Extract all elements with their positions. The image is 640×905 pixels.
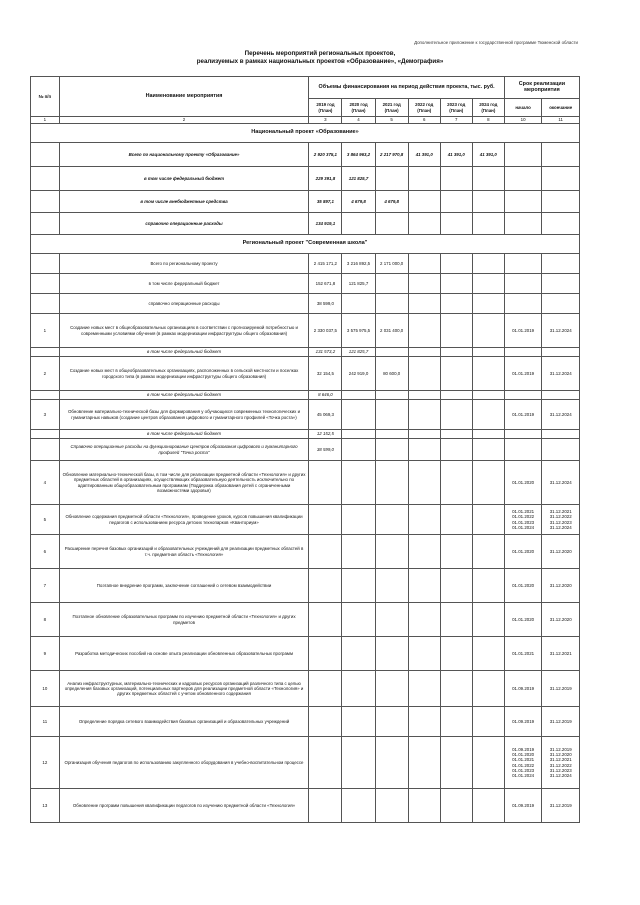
row-name: Определение порядка сетевого взаимодействия базовых организаций и образовательных учреждений (59, 707, 309, 737)
header-start: начало (504, 99, 542, 117)
row-value (440, 357, 472, 391)
row-value (375, 294, 408, 314)
row-number: 2 (31, 357, 60, 391)
row-value: 4 679,8 (375, 191, 408, 213)
row-value (375, 671, 408, 707)
row-value (408, 707, 440, 737)
row-value (375, 789, 408, 823)
row-value (309, 569, 342, 603)
row-value (309, 505, 342, 535)
header-num: № п/п (31, 77, 60, 117)
table-row (31, 637, 580, 671)
row-end (542, 348, 580, 357)
row-value: 2 415 171,2 (309, 254, 342, 274)
row-value (408, 400, 440, 430)
col-number: 6 (408, 117, 440, 124)
row-value (472, 254, 504, 274)
col-number: 8 (472, 117, 504, 124)
row-value: 242 919,0 (342, 357, 375, 391)
row-value (342, 439, 375, 461)
row-end: 31.12.2021 31.12.2022 31.12.2023 31.12.2024 (542, 505, 580, 535)
row-end: 31.12.2019 (542, 671, 580, 707)
row-name: Поэтапное обновление образовательных программ по изучению предметной области «Технология» и других предметов (59, 603, 309, 637)
row-value (440, 671, 472, 707)
row-end (542, 254, 580, 274)
table-row (31, 143, 580, 167)
table-row (31, 391, 580, 400)
row-value (375, 707, 408, 737)
row-value (472, 569, 504, 603)
row-value (472, 357, 504, 391)
row-name: Всего по национальному проекту «Образование» (59, 143, 309, 167)
row-start: 01.01.2021 (504, 637, 542, 671)
row-value (342, 789, 375, 823)
row-value: 45 069,3 (309, 400, 342, 430)
row-value (440, 254, 472, 274)
row-value: 152 671,8 (309, 274, 342, 294)
row-name: справочно операционные расходы (59, 294, 309, 314)
table-body (31, 124, 580, 823)
row-end (542, 430, 580, 439)
row-value (440, 391, 472, 400)
row-start: 01.09.2019 (504, 789, 542, 823)
row-end: 31.12.2019 (542, 789, 580, 823)
row-value (440, 505, 472, 535)
row-name: Всего по региональному проекту (59, 254, 309, 274)
row-start (504, 213, 542, 235)
row-start: 01.01.2019 (504, 314, 542, 348)
row-start (504, 143, 542, 167)
header-2020: 2020 год (План) (342, 99, 375, 117)
row-end: 31.12.2024 (542, 357, 580, 391)
row-value (472, 294, 504, 314)
row-value (375, 430, 408, 439)
row-value (342, 707, 375, 737)
row-value (375, 439, 408, 461)
row-end (542, 439, 580, 461)
row-name: в том числе федеральный бюджет (59, 274, 309, 294)
row-number (31, 167, 60, 191)
section-title: Национальный проект «Образование» (31, 124, 580, 143)
row-name: справочно операционные расходы (59, 213, 309, 235)
header-name: Наименование мероприятия (59, 77, 309, 117)
row-value (440, 439, 472, 461)
table-row (31, 461, 580, 505)
row-value (440, 294, 472, 314)
row-value (440, 213, 472, 235)
table-row (31, 569, 580, 603)
column-numbers-row (31, 117, 580, 124)
table-row (31, 213, 580, 235)
row-value (440, 430, 472, 439)
row-name: Создание новых мест в общеобразовательных организациях, расположенных в сельской местности и поселках городского типа (в рамках модернизации инфраструктуры общего образования) (59, 357, 309, 391)
row-value (472, 535, 504, 569)
row-value: 41 391,0 (408, 143, 440, 167)
row-value (472, 348, 504, 357)
row-start (504, 191, 542, 213)
row-start (504, 430, 542, 439)
row-value: 35 897,1 (309, 191, 342, 213)
row-value (342, 461, 375, 505)
table-row (31, 254, 580, 274)
col-number: 5 (375, 117, 408, 124)
row-value (440, 569, 472, 603)
row-value (342, 737, 375, 789)
row-end: 31.12.2020 (542, 535, 580, 569)
table-row (31, 357, 580, 391)
col-number: 4 (342, 117, 375, 124)
row-value (375, 348, 408, 357)
row-number (31, 254, 60, 274)
row-value (408, 167, 440, 191)
row-value: 121 825,7 (342, 274, 375, 294)
col-number: 2 (59, 117, 309, 124)
row-value (408, 294, 440, 314)
row-value (375, 737, 408, 789)
row-name: в том числе федеральный бюджет (59, 430, 309, 439)
attachment-note: Дополнительное приложение к государственной программе Тюменской области (414, 40, 578, 45)
row-name: Поэтапное внедрение программ, заключение соглашений о сетевом взаимодействии (59, 569, 309, 603)
row-value (440, 167, 472, 191)
table-row (31, 535, 580, 569)
row-start (504, 294, 542, 314)
measures-table (30, 76, 580, 823)
row-value: 2 031 400,0 (375, 314, 408, 348)
table-row (31, 505, 580, 535)
row-number: 3 (31, 400, 60, 430)
row-value (472, 671, 504, 707)
row-value (472, 213, 504, 235)
row-value (440, 461, 472, 505)
row-number (31, 143, 60, 167)
row-number (31, 294, 60, 314)
row-end (542, 391, 580, 400)
row-number (31, 348, 60, 357)
row-number: 13 (31, 789, 60, 823)
table-row (31, 167, 580, 191)
row-value (408, 637, 440, 671)
row-start (504, 391, 542, 400)
row-value (375, 569, 408, 603)
row-value (408, 391, 440, 400)
header-2024: 2024 год (План) (472, 99, 504, 117)
row-value (342, 430, 375, 439)
document-title (0, 50, 640, 65)
row-value (408, 603, 440, 637)
row-value (408, 789, 440, 823)
row-number (31, 274, 60, 294)
row-end (542, 191, 580, 213)
row-value: 131 573,2 (309, 348, 342, 357)
row-value (440, 637, 472, 671)
row-name: в том числе федеральный бюджет (59, 167, 309, 191)
row-value (309, 637, 342, 671)
row-value (440, 603, 472, 637)
row-end: 31.12.2020 (542, 603, 580, 637)
row-start (504, 254, 542, 274)
row-number: 12 (31, 737, 60, 789)
table-row (31, 274, 580, 294)
row-value (408, 254, 440, 274)
row-value (342, 671, 375, 707)
row-start: 01.09.2019 01.01.2020 01.01.2021 01.01.2022 01.01.2023 01.01.2024 (504, 737, 542, 789)
row-number: 9 (31, 637, 60, 671)
table-row (31, 737, 580, 789)
row-value (342, 603, 375, 637)
row-start: 01.09.2019 (504, 707, 542, 737)
row-value (342, 391, 375, 400)
row-value: 121 825,7 (342, 167, 375, 191)
row-value (309, 603, 342, 637)
row-value: 121 825,7 (342, 348, 375, 357)
row-number (31, 391, 60, 400)
row-value: 8 646,0 (309, 391, 342, 400)
row-value: 3 575 975,5 (342, 314, 375, 348)
row-value (472, 167, 504, 191)
row-value (440, 314, 472, 348)
row-start (504, 439, 542, 461)
row-value: 3 864 963,2 (342, 143, 375, 167)
row-value (440, 707, 472, 737)
row-start (504, 274, 542, 294)
row-value (408, 274, 440, 294)
row-value: 41 391,0 (472, 143, 504, 167)
row-number: 11 (31, 707, 60, 737)
row-value (472, 439, 504, 461)
title-line: реализуемых в рамках национальных проектов «Образование», «Демография» (196, 57, 444, 65)
row-name: в том числе федеральный бюджет (59, 348, 309, 357)
row-value: 41 391,0 (440, 143, 472, 167)
col-number: 1 (31, 117, 60, 124)
row-name: Анализ инфраструктурных, материально-технических и кадровых ресурсов организаций различного типа с целью определения базовых организаций, потенциальных партнеров для реализации предметной области «Технология» и других предметных областей с учетом обновленного содержания (59, 671, 309, 707)
row-value (375, 461, 408, 505)
row-value (309, 535, 342, 569)
row-value (375, 637, 408, 671)
header-2019: 2019 год (План) (309, 99, 342, 117)
header-period: Срок реализации мероприятия (504, 77, 579, 99)
row-start: 01.01.2019 (504, 357, 542, 391)
row-number: 4 (31, 461, 60, 505)
table-row (31, 294, 580, 314)
row-name: Организация обучения педагогов по использованию закупленного оборудования в учебно-воспитательном процессе (59, 737, 309, 789)
row-value (342, 505, 375, 535)
row-value (309, 737, 342, 789)
row-value (375, 400, 408, 430)
row-value (408, 357, 440, 391)
row-value (472, 505, 504, 535)
row-name: в том числе федеральный бюджет (59, 391, 309, 400)
row-end: 31.12.2024 (542, 314, 580, 348)
row-start (504, 348, 542, 357)
row-value (440, 535, 472, 569)
row-value (440, 191, 472, 213)
row-value (408, 348, 440, 357)
table-row (31, 348, 580, 357)
row-value: 4 679,8 (342, 191, 375, 213)
row-end: 31.12.2019 (542, 707, 580, 737)
row-value (375, 535, 408, 569)
row-value (342, 213, 375, 235)
row-value: 229 391,8 (309, 167, 342, 191)
row-value (309, 707, 342, 737)
row-value (408, 461, 440, 505)
header-end: окончание (542, 99, 580, 117)
row-value (408, 535, 440, 569)
row-value: 134 919,1 (309, 213, 342, 235)
row-value: 3 216 892,5 (342, 254, 375, 274)
row-start: 01.01.2021 01.01.2022 01.01.2023 01.01.2024 (504, 505, 542, 535)
row-value (408, 439, 440, 461)
row-number (31, 430, 60, 439)
table-row (31, 430, 580, 439)
row-name: Обновление содержания предметной области «Технология», проведение уроков, курсов повышения квалификации педагогов с использованием ресурса детских технопарков «Кванториум» (59, 505, 309, 535)
header-2023: 2023 год (План) (440, 99, 472, 117)
row-name: Обновление материально-технической базы для формирования у обучающихся современных технологических и гуманитарных навыков (создание центров образования цифрового и гуманитарного профилей «Точка роста») (59, 400, 309, 430)
row-name: Справочно операционные расходы на функционирование Центров образования цифрового и гуманитарного профилей "Точка роста" (59, 439, 309, 461)
row-name: Обновление программ повышения квалификации педагогов по изучению предметной области «Технология» (59, 789, 309, 823)
row-value (408, 505, 440, 535)
row-number (31, 439, 60, 461)
section-row (31, 124, 580, 143)
row-value (472, 314, 504, 348)
row-number (31, 213, 60, 235)
row-value (472, 789, 504, 823)
row-number: 10 (31, 671, 60, 707)
row-end (542, 167, 580, 191)
row-value (472, 191, 504, 213)
row-name: в том числе внебюджетные средства (59, 191, 309, 213)
row-value (309, 671, 342, 707)
table-row (31, 439, 580, 461)
row-start: 01.01.2020 (504, 569, 542, 603)
row-end: 31.12.2021 (542, 637, 580, 671)
row-value (440, 274, 472, 294)
row-end: 31.12.2024 (542, 400, 580, 430)
row-start (504, 167, 542, 191)
col-number: 3 (309, 117, 342, 124)
row-value (472, 707, 504, 737)
row-value (375, 603, 408, 637)
row-number: 7 (31, 569, 60, 603)
row-value (375, 167, 408, 191)
row-value (375, 391, 408, 400)
row-value (440, 400, 472, 430)
row-end: 31.12.2024 (542, 461, 580, 505)
row-value (309, 461, 342, 505)
row-value: 2 330 037,5 (309, 314, 342, 348)
row-end (542, 294, 580, 314)
row-number (31, 191, 60, 213)
row-end (542, 143, 580, 167)
row-value (472, 737, 504, 789)
row-value: 80 600,0 (375, 357, 408, 391)
row-number: 8 (31, 603, 60, 637)
row-value (342, 294, 375, 314)
row-value (472, 603, 504, 637)
row-name: Разработка методических пособий на основе опыта реализации обновленных образовательных программ (59, 637, 309, 671)
row-start: 01.01.2020 (504, 535, 542, 569)
row-value (472, 274, 504, 294)
row-value (472, 430, 504, 439)
row-name: Создание новых мест в общеобразовательных организациях в соответствии с прогнозируемой потребностью и современными условиями обучения (в рамках модернизации инфраструктуры общего образования) (59, 314, 309, 348)
row-value (408, 213, 440, 235)
row-value (440, 737, 472, 789)
header-2021: 2021 год (План) (375, 99, 408, 117)
section-title: Региональный проект "Современная школа" (31, 235, 580, 254)
row-value (472, 391, 504, 400)
row-start: 01.01.2020 (504, 603, 542, 637)
row-value (472, 461, 504, 505)
row-value (342, 535, 375, 569)
row-end: 31.12.2019 31.12.2020 31.12.2021 31.12.2022 31.12.2023 31.12.2024 (542, 737, 580, 789)
row-value: 2 171 000,0 (375, 254, 408, 274)
row-value (375, 505, 408, 535)
row-number: 1 (31, 314, 60, 348)
table-row (31, 707, 580, 737)
row-start: 01.01.2019 (504, 400, 542, 430)
title-line: Перечень мероприятий региональных проектов, (244, 50, 396, 57)
row-start: 01.01.2020 (504, 461, 542, 505)
row-name: Обновление материально-технической базы, в том числе для реализации предметной области «Технология» и других предметных областей в организациях, осуществляющих образовательную деятельность исключительно по адаптированным общеобразовательным программам (Поддержка образования детей с ограниченными возможностями здоровья) (59, 461, 309, 505)
row-end (542, 274, 580, 294)
row-value (408, 569, 440, 603)
row-value (408, 430, 440, 439)
row-number: 5 (31, 505, 60, 535)
row-end (542, 213, 580, 235)
row-value (472, 637, 504, 671)
header-funding: Объемы финансирования на период действия проекта, тыс. руб. (309, 77, 504, 99)
row-value (309, 789, 342, 823)
row-value (440, 348, 472, 357)
row-number: 6 (31, 535, 60, 569)
row-value: 2 217 970,8 (375, 143, 408, 167)
row-value (408, 737, 440, 789)
table-row (31, 603, 580, 637)
col-number: 7 (440, 117, 472, 124)
header-2022: 2022 год (План) (408, 99, 440, 117)
table-row (31, 671, 580, 707)
col-number: 11 (542, 117, 580, 124)
row-value (408, 671, 440, 707)
row-value (342, 569, 375, 603)
row-value: 2 920 375,1 (309, 143, 342, 167)
row-value (408, 191, 440, 213)
row-value: 38 599,0 (309, 439, 342, 461)
row-end: 31.12.2020 (542, 569, 580, 603)
row-value (375, 213, 408, 235)
row-value (342, 637, 375, 671)
row-value (472, 400, 504, 430)
table-row (31, 400, 580, 430)
col-number: 10 (504, 117, 542, 124)
row-value: 38 599,0 (309, 294, 342, 314)
row-value (440, 789, 472, 823)
row-value: 12 152,5 (309, 430, 342, 439)
row-value (408, 314, 440, 348)
row-name: Расширение перечня базовых организаций и образовательных учреждений для реализации предметных областей в т.ч. предметная область «Технология» (59, 535, 309, 569)
table-row (31, 314, 580, 348)
row-value: 32 154,5 (309, 357, 342, 391)
row-value (342, 400, 375, 430)
row-value (375, 274, 408, 294)
row-start: 01.09.2019 (504, 671, 542, 707)
table-row (31, 191, 580, 213)
table-row (31, 789, 580, 823)
section-row (31, 235, 580, 254)
